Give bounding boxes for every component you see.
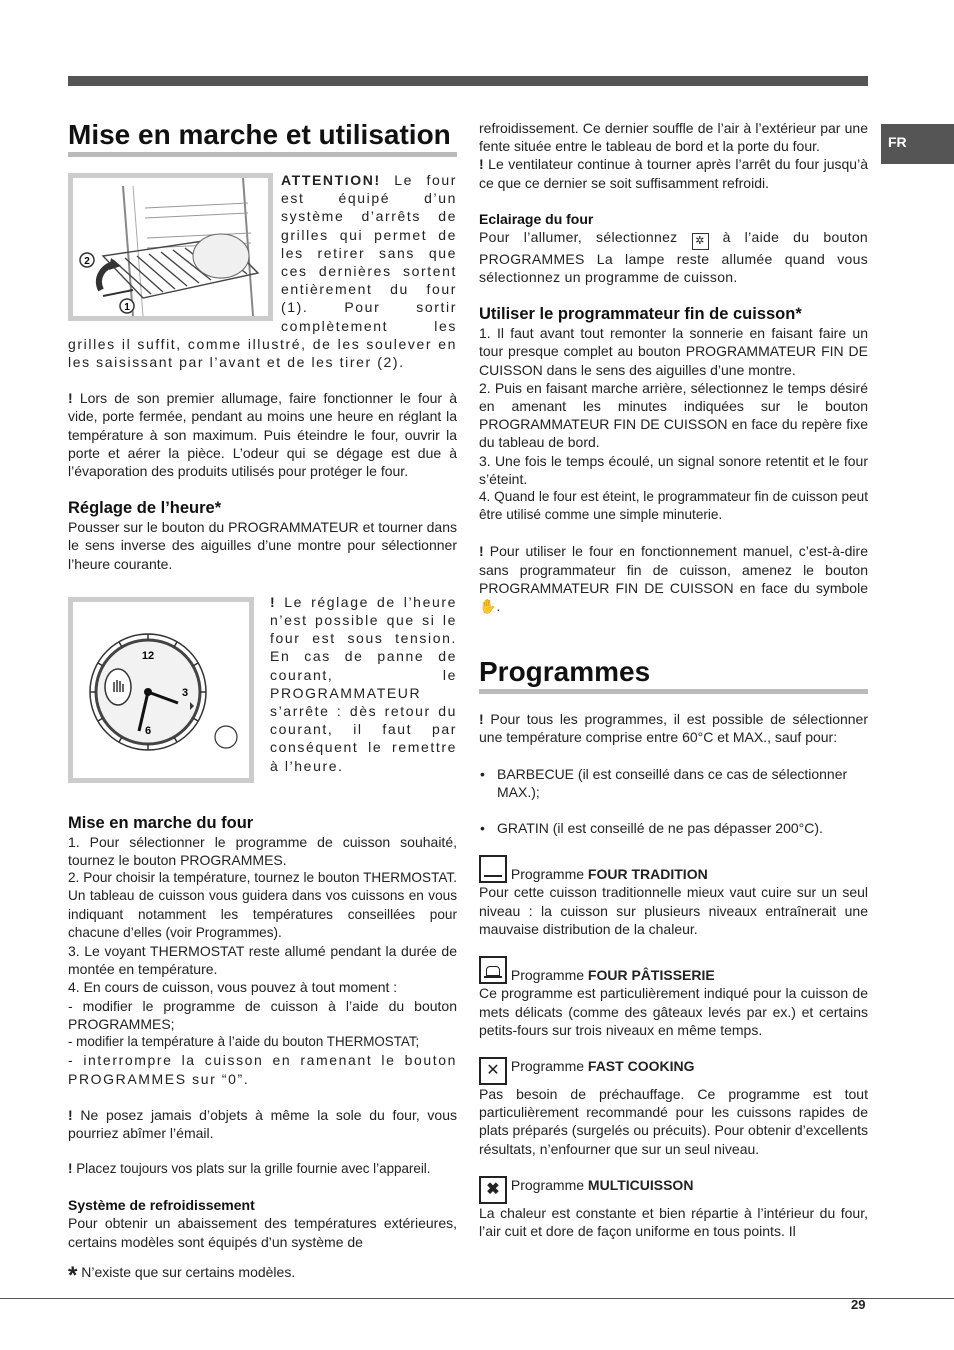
top-rule (68, 76, 868, 86)
light-heading: Eclairage du four (479, 210, 594, 227)
programmer-dial (73, 602, 249, 778)
program-prefix: Programme (510, 866, 585, 883)
program-description: La chaleur est constante et bien répartie à l’intérieur du four, l’air cuit et dore de façon uniforme en tous points. Il (479, 1204, 868, 1239)
start-line: - interrompre la cuisson en ramenant le bouton PROGRAMMES sur “0”. (68, 1052, 457, 1087)
start-line: - modifier la température à l’aide du bouton THERMOSTAT; (68, 1034, 420, 1050)
hand-icon: ✋ (479, 598, 497, 615)
push-button-icon (215, 726, 237, 748)
clock-note-text: Le réglage de l’heure n’est possible que si le four est sous tension. En cas de panne de courant, le PROGRAMMATEUR s’arrête : dès retour du courant, il faut par conséquent le remettre à l’heure. (270, 593, 457, 774)
footer-rule (0, 1298, 954, 1299)
manual-note-text: Pour utiliser le four en fonctionnement manuel, c’est-à-dire sans programmateur fin de cuisson, amenez le bouton PROGRAMMATEUR FIN DE CUISSON en face du symbole (479, 543, 868, 596)
program-four-patisserie (479, 956, 868, 1039)
start-line: 2. Pour choisir la température, tournez le bouton THERMOSTAT. Un tableau de cuisson vous guidera dans vos cuissons en vous indiquant notamment les températures conseillées pour chacune d’elles (voir Programmes). (68, 870, 457, 940)
section-title: Mise en marche et utilisation (68, 118, 457, 157)
first-use-text: Lors de son premier allumage, faire fonctionner le four à vide, porte fermée, pendant au moins une heure en réglant la température à son maximum. Puis éteindre le four, ouvrir la porte et aérer la pièce. L’odeur qui se dégage est due à l’évaporation des produits utilisés pour protéger le four. (68, 390, 458, 480)
enamel-warning-text: Ne posez jamais d’objets à même la sole du four, vous pourriez abîmer l’émail. (68, 1106, 457, 1141)
program-multicuisson (479, 1176, 868, 1240)
timer-line: 4. Quand le four est éteint, le programmateur fin de cuisson peut être utilisé comme une simple minuterie. (479, 489, 868, 523)
program-fast-cooking (479, 1057, 868, 1158)
program-description: Pas besoin de préchauffage. Ce programme est tout particulièrement recommandé pour les cuissons rapides de plats préparés (surgelés ou précuits). Pour obtenir d’excellents résultats, n’enfourner que sur un seul niveau. (479, 1085, 868, 1157)
language-tab: FR (881, 124, 954, 164)
timer-line: 3. Une fois le temps écoulé, un signal sonore retentit et le four s’éteint. (479, 452, 868, 487)
cooling-heading: Système de refroidissement (68, 1197, 255, 1214)
program-prefix: Programme (510, 1176, 585, 1193)
warning-mark: ! (479, 543, 484, 560)
attention-label: ATTENTION! (281, 172, 381, 188)
fig-label-2: 2 (84, 256, 90, 267)
attention-text: Le four est équipé d’un système d’arrêts de grilles qui permet de les retirer sans que ces dernières sortent entièrement du four (1). Pour sortir complètement les grilles il suffit, comme illustré, de les soulever en les saisissant par l’avant et de les tirer (2). (68, 172, 457, 371)
warning-mark: ! (479, 156, 484, 173)
warning-mark: ! (68, 1161, 73, 1177)
exception-list (479, 765, 868, 801)
cooling-continued: refroidissement. Ce dernier souffle de l’air à l’extérieur par une fente située entre le tableau de bord et la porte du four. (479, 120, 868, 155)
clock-heading: Réglage de l’heure* (68, 499, 222, 518)
grid-removal-figure (68, 173, 273, 321)
program-name: FOUR PÂTISSERIE (587, 967, 715, 984)
light-text-a: Pour l’allumer, sélectionnez (479, 228, 678, 245)
light-text-b: à l’aide du bouton PROGRAMMES La lampe reste allumée quand vous sélectionnez un programme de cuisson. (479, 228, 868, 286)
start-line: 3. Le voyant THERMOSTAT reste allumé pendant la durée de montée en température. (68, 943, 457, 978)
grid-warning-text: Placez toujours vos plats sur la grille fournie avec l’appareil. (76, 1161, 431, 1177)
light-text (479, 228, 868, 286)
program-four-tradition (479, 855, 868, 938)
programmes-title: Programmes (479, 655, 868, 694)
timer-line: 2. Puis en faisant marche arrière, sélectionnez le temps désiré en amenant les minutes indiquées sur le bouton PROGRAMMATEUR FIN DE CUISSON en face du repère fixe du tableau de bord. (479, 379, 868, 451)
programmes-intro-text: Pour tous les programmes, il est possible de sélectionner une température comprise entre 60°C et MAX., sauf pour: (479, 711, 868, 746)
first-use-note (68, 389, 457, 480)
clock-text: Pousser sur le bouton du PROGRAMMATEUR et tourner dans le sens inverse des aiguilles d’une montre pour sélectionner l’heure courante. (68, 519, 457, 572)
warning-mark: ! (68, 390, 73, 407)
program-name: FAST COOKING (587, 1057, 695, 1074)
fan-note (479, 155, 868, 191)
dial-6: 6 (144, 724, 152, 737)
start-line: 4. En cours de cuisson, vous pouvez à tout moment : (68, 979, 398, 996)
left-column (68, 118, 458, 1289)
clock-figure (68, 597, 254, 783)
footnote (68, 1261, 457, 1289)
warning-mark: ! (479, 711, 484, 728)
program-name: MULTICUISSON (587, 1176, 694, 1193)
pastry-oven-icon (479, 956, 507, 984)
start-line: - modifier le programme de cuisson à l’aide du bouton PROGRAMMES; (68, 997, 457, 1032)
footnote-text: N’existe que sur certains modèles. (81, 1263, 296, 1280)
exception-list (479, 819, 868, 837)
program-prefix: Programme (510, 1057, 585, 1074)
lamp-icon: ✲ (692, 233, 709, 250)
multicuisson-icon: ✖ (479, 1176, 507, 1204)
programmes-intro (479, 710, 868, 746)
timer-heading: Utiliser le programmateur fin de cuisson* (479, 305, 802, 324)
oven-rack-illustration (73, 178, 268, 316)
manual-note: ! Pour utiliser le four en fonctionnement manuel, c’est-à-dire sans programmateur fin de cuisson, amenez le bouton PROGRAMMATEUR FIN DE CUISSON en face du symbole ✋. (479, 543, 868, 615)
fan-note-text: Le ventilateur continue à tourner après l’arrêt du four jusqu’à ce que ce dernier se soit suffisamment refroidi. (479, 156, 868, 191)
traditional-oven-icon (479, 855, 507, 883)
list-item: • BARBECUE (il est conseillé dans ce cas de sélectionner MAX.); (497, 765, 868, 801)
dial-3: 3 (181, 686, 189, 699)
cooling-text: Pour obtenir un abaissement des températures extérieures, certains modèles sont équipés d’un système de (68, 1215, 457, 1250)
footnote-star: * (68, 1261, 78, 1289)
start-heading: Mise en marche du four (68, 813, 254, 832)
start-line: 1. Pour sélectionner le programme de cuisson souhaité, tournez le bouton PROGRAMMES. (68, 833, 457, 869)
warning-mark: ! (270, 593, 277, 610)
timer-line: 1. Il faut avant tout remonter la sonnerie en faisant faire un tour presque complet au bouton PROGRAMMATEUR FIN DE CUISSON dans le sens des aiguilles d’une montre. (479, 325, 868, 378)
fig-label-1: 1 (124, 302, 130, 313)
program-name: FOUR TRADITION (587, 866, 708, 883)
fast-cooking-icon: ✕ (479, 1057, 507, 1085)
enamel-warning (68, 1106, 457, 1142)
grid-warning (68, 1160, 457, 1178)
warning-mark: ! (68, 1106, 73, 1123)
page-number: 29 (851, 1297, 866, 1312)
right-column (479, 119, 868, 1240)
program-description: Pour cette cuisson traditionnelle mieux vaut cuire sur un seul niveau : la cuisson sur plusieurs niveaux entraînerait une mauvaise distribution de la chaleur. (479, 884, 868, 937)
program-description: Ce programme est particulièrement indiqué pour la cuisson de mets délicats (comme des gâteaux levés par ex.) et certains petits-fours sur trois niveaux en même temps. (479, 985, 868, 1038)
program-prefix: Programme (510, 967, 585, 984)
dial-12: 12 (141, 649, 155, 662)
list-item: • GRATIN (il est conseillé de ne pas dépasser 200°C). (497, 819, 868, 837)
